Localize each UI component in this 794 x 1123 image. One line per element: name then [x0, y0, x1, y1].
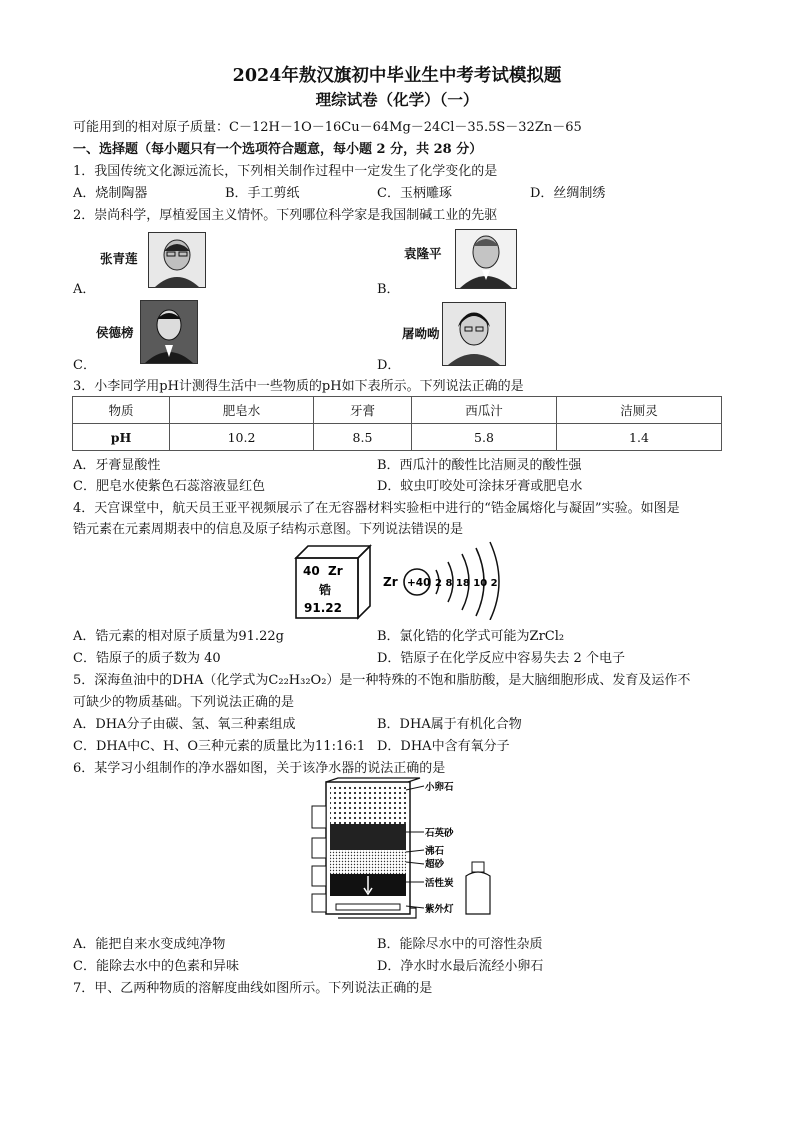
portrait-c-image	[141, 301, 197, 363]
q2-stem: 2．崇尚科学，厚植爱国主义情怀。下列哪位科学家是我国制碱工业的先驱	[73, 208, 498, 223]
section-heading: 一、选择题（每小题只有一个选项符合题意，每小题 2 分，共 28 分）	[73, 142, 483, 157]
q3-option-c: C．肥皂水使紫色石蕊溶液显红色	[73, 479, 265, 494]
q3-stem: 3．小李同学用pH计测得生活中一些物质的pH如下表所示。下列说法正确的是	[73, 379, 524, 394]
label-pebbles: 小卵石	[425, 782, 454, 793]
layer-pebbles	[330, 784, 406, 824]
water-purifier-figure	[308, 776, 498, 928]
q1-option-b: B．手工剪纸	[225, 186, 300, 201]
q4-option-b: B．氯化锆的化学式可能为ZrCl₂	[377, 629, 565, 644]
table-cell: 1.4	[557, 424, 722, 451]
atomic-mass-line: 可能用到的相对原子质量：C－12H－1O－16Cu－64Mg－24Cl－35.5S－32Zn－65	[73, 120, 582, 135]
label-activated-carbon: 活性炭	[425, 878, 454, 889]
table-cell: 物质	[73, 397, 170, 424]
relative-atomic-mass: 91.22	[304, 601, 342, 615]
q5-option-b: B．DHA属于有机化合物	[377, 717, 522, 732]
q6-option-c: C．能除去水中的色素和异味	[73, 959, 239, 974]
table-header-row	[73, 397, 722, 424]
q4-option-c: C．锆原子的质子数为 40	[73, 651, 221, 666]
table-cell: 5.8	[412, 424, 557, 451]
table-row	[73, 424, 722, 451]
table-cell: 8.5	[314, 424, 412, 451]
q6-option-d: D．净水时水最后流经小卵石	[377, 959, 544, 974]
scientist-name-d: 屠呦呦	[402, 326, 440, 341]
electron-counts: 2 8 18 10 2	[435, 578, 498, 589]
q2-option-d: D．	[377, 358, 401, 373]
bottle-cap	[472, 862, 484, 872]
q4-option-a: A．锆元素的相对原子质量为91.22g	[73, 629, 284, 644]
portrait-a	[148, 232, 206, 288]
q1-option-a: A．烧制陶器	[73, 186, 148, 201]
zirconium-figure	[290, 540, 520, 620]
element-name: 锆	[319, 583, 332, 597]
portrait-b-image	[456, 230, 516, 288]
portrait-d-image	[443, 303, 505, 365]
label-quartz-sand: 石英砂	[425, 828, 454, 839]
q6-option-b: B．能除尽水中的可溶性杂质	[377, 937, 543, 952]
atomic-number: 40	[303, 564, 320, 578]
atom-symbol: Zr	[383, 575, 398, 589]
q2-option-c: C．	[73, 358, 96, 373]
q1-option-d: D．丝绸制绣	[530, 186, 606, 201]
q6-stem: 6．某学习小组制作的净水器如图，关于该净水器的说法正确的是	[73, 761, 446, 776]
element-symbol: Zr	[328, 564, 343, 578]
portrait-c	[140, 300, 198, 364]
q2-option-a: A．	[73, 282, 96, 297]
layer-quartz-sand	[330, 824, 406, 850]
q3-option-d: D．蚊虫叮咬处可涂抹牙膏或肥皂水	[377, 479, 583, 494]
q6-option-a: A．能把自来水变成纯净物	[73, 937, 226, 952]
nucleus-charge: +40	[407, 577, 431, 589]
scientist-name-c: 侯德榜	[96, 325, 134, 340]
q3-option-b: B．西瓜汁的酸性比洁厕灵的酸性强	[377, 458, 582, 473]
label-zeolite: 沸石	[425, 846, 445, 857]
q4-stem-line1: 4．天宫课堂中，航天员王亚平视频展示了在无容器材料实验柜中进行的“锆金属熔化与凝固”实验。如图是	[73, 501, 680, 516]
q7-stem: 7．甲、乙两种物质的溶解度曲线如图所示。下列说法正确的是	[73, 981, 433, 996]
table-cell: 肥皂水	[170, 397, 314, 424]
scientist-name-a: 张青莲	[100, 251, 138, 266]
q4-option-d: D．锆原子在化学反应中容易失去 2 个电子	[377, 651, 625, 666]
table-cell: 西瓜汁	[412, 397, 557, 424]
q4-stem-line2: 锆元素在元素周期表中的信息及原子结构示意图。下列说法错误的是	[73, 522, 464, 537]
element-cell-side	[358, 546, 370, 618]
table-cell: 洁厕灵	[557, 397, 722, 424]
portrait-d	[442, 302, 506, 366]
q5-stem-line1: 5．深海鱼油中的DHA（化学式为C₂₂H₃₂O₂）是一种特殊的不饱和脂肪酸，是大脑细胞形成、发育及运作不	[73, 673, 691, 688]
scientist-name-b: 袁隆平	[404, 246, 442, 261]
ph-table	[72, 396, 722, 451]
q5-stem-line2: 可缺少的物质基础。下列说法正确的是	[73, 695, 295, 710]
q5-option-c: C．DHA中C、H、O三种元素的质量比为11:16:1	[73, 739, 366, 754]
table-cell: 10.2	[170, 424, 314, 451]
label-super-sand: 超砂	[425, 859, 445, 870]
uv-lamp	[336, 904, 400, 910]
label-uv-lamp: 紫外灯	[425, 904, 454, 915]
page-subtitle: 理综试卷（化学）（一）	[315, 90, 479, 109]
portrait-b	[455, 229, 517, 289]
table-cell: pH	[73, 424, 170, 451]
portrait-a-image	[149, 233, 205, 287]
q5-option-d: D．DHA中含有氧分子	[377, 739, 510, 754]
q3-option-a: A．牙膏显酸性	[73, 458, 161, 473]
q1-stem: 1．我国传统文化源远流长，下列相关制作过程中一定发生了化学变化的是	[73, 164, 498, 179]
page-title: 2024年敖汉旗初中毕业生中考考试模拟题	[232, 66, 562, 86]
q2-option-b: B．	[377, 282, 400, 297]
layer-zeolite	[330, 850, 406, 874]
q5-option-a: A．DHA分子由碳、氢、氧三种素组成	[73, 717, 296, 732]
q1-option-c: C．玉柄雕琢	[377, 186, 452, 201]
table-cell: 牙膏	[314, 397, 412, 424]
bottle	[466, 872, 490, 914]
